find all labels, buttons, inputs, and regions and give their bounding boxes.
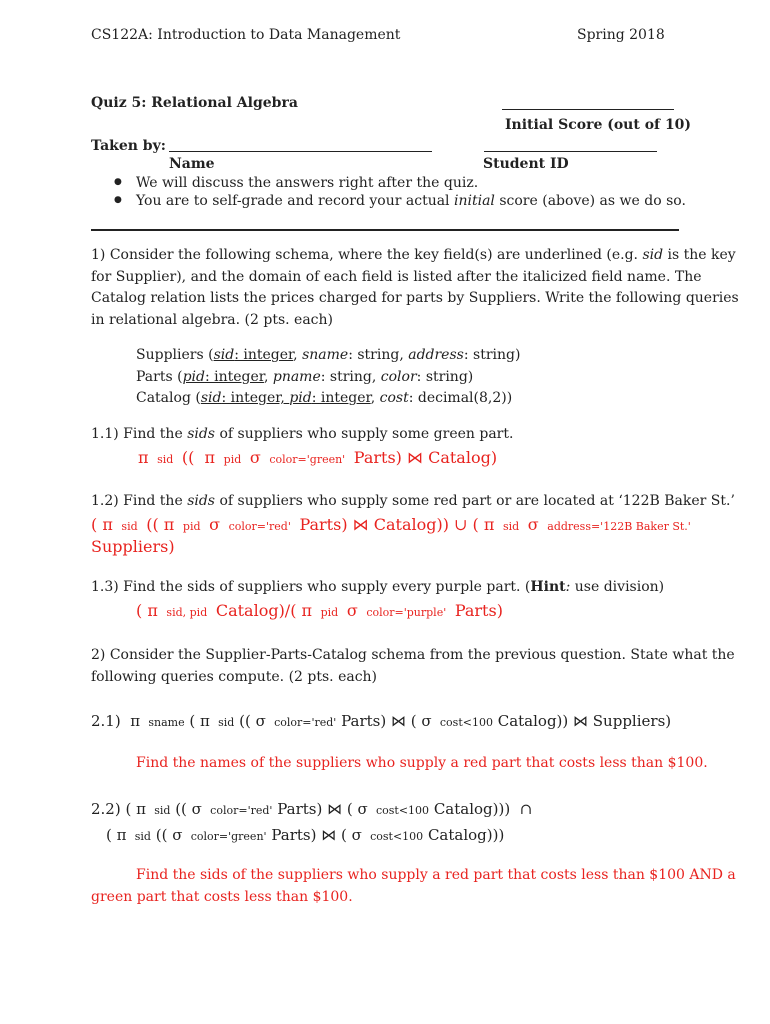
q1-intro-line-4: in relational algebra. (2 pts. each): [91, 312, 333, 328]
bullet-text-1: We will discuss the answers right after the quiz.: [136, 175, 479, 191]
bullet-text-2: You are to self-grade and record your actual initial score (above) as we do so.: [136, 193, 686, 209]
student-id-underline: [484, 151, 657, 152]
q2-1-answer: Find the names of the suppliers who supply a red part that costs less than $100.: [136, 755, 708, 771]
q1-2-answer-line-1: ( π sid (( π pid σ color='red' Parts) ⋈ Catalog)) ∪ ( π sid σ address='122B Baker St.': [91, 515, 691, 534]
q2-intro-line-2: following queries compute. (2 pts. each): [91, 669, 378, 685]
q1-intro-line-3: Catalog relation lists the prices charged for parts by Suppliers. Write the following queries: [91, 290, 739, 306]
q1-3-question: 1.3) Find the sids of suppliers who supply every purple part. (Hint: use division): [91, 579, 665, 595]
name-label: Name: [169, 156, 215, 172]
q2-2-query-line-1: 2.2) ( π sid (( σ color='red' Parts) ⋈ ( σ cost<100 Catalog))) ∩: [91, 800, 533, 818]
bullet-icon: ●: [114, 195, 122, 205]
q1-1-answer: π sid (( π pid σ color='green' Parts) ⋈ Catalog): [138, 448, 498, 467]
schema-catalog: Catalog (sid: integer, pid: integer, cost: decimal(8,2)): [136, 390, 513, 406]
schema-suppliers: Suppliers (sid: integer, sname: string, address: string): [136, 347, 521, 363]
q1-2-answer-line-2: Suppliers): [91, 537, 175, 556]
q2-2-answer-line-2: green part that costs less than $100.: [91, 889, 353, 905]
course-title: CS122A: Introduction to Data Management: [91, 27, 401, 43]
section-divider: [91, 229, 679, 231]
bullet-icon: ●: [114, 177, 122, 187]
q1-3-answer: ( π sid, pid Catalog)/( π pid σ color='purple' Parts): [136, 601, 503, 620]
schema-parts: Parts (pid: integer, pname: string, color: string): [136, 369, 474, 385]
score-underline: [502, 109, 674, 110]
q1-1-question: 1.1) Find the sids of suppliers who supply some green part.: [91, 426, 514, 442]
q1-intro-line-1: 1) Consider the following schema, where the key field(s) are underlined (e.g. sid is the key: [91, 247, 736, 263]
term-label: Spring 2018: [577, 27, 665, 43]
initial-score-label: Initial Score (out of 10): [505, 117, 692, 133]
q1-intro-line-2: for Supplier), and the domain of each field is listed after the italicized field name. The: [91, 269, 702, 285]
taken-by-label: Taken by:: [91, 138, 166, 154]
q2-2-answer-line-1: Find the sids of the suppliers who supply a red part that costs less than $100 AND a: [136, 867, 736, 883]
name-underline: [169, 151, 432, 152]
q2-1-query: 2.1) π sname ( π sid (( σ color='red' Parts) ⋈ ( σ cost<100 Catalog)) ⋈ Suppliers): [91, 712, 672, 730]
q1-2-question: 1.2) Find the sids of suppliers who supply some red part or are located at ‘122B Baker St.’: [91, 493, 735, 509]
student-id-label: Student ID: [483, 156, 569, 172]
quiz-title: Quiz 5: Relational Algebra: [91, 95, 298, 111]
q2-intro-line-1: 2) Consider the Supplier-Parts-Catalog schema from the previous question. State what the: [91, 647, 735, 663]
q2-2-query-line-2: ( π sid (( σ color='green' Parts) ⋈ ( σ cost<100 Catalog))): [106, 826, 505, 844]
